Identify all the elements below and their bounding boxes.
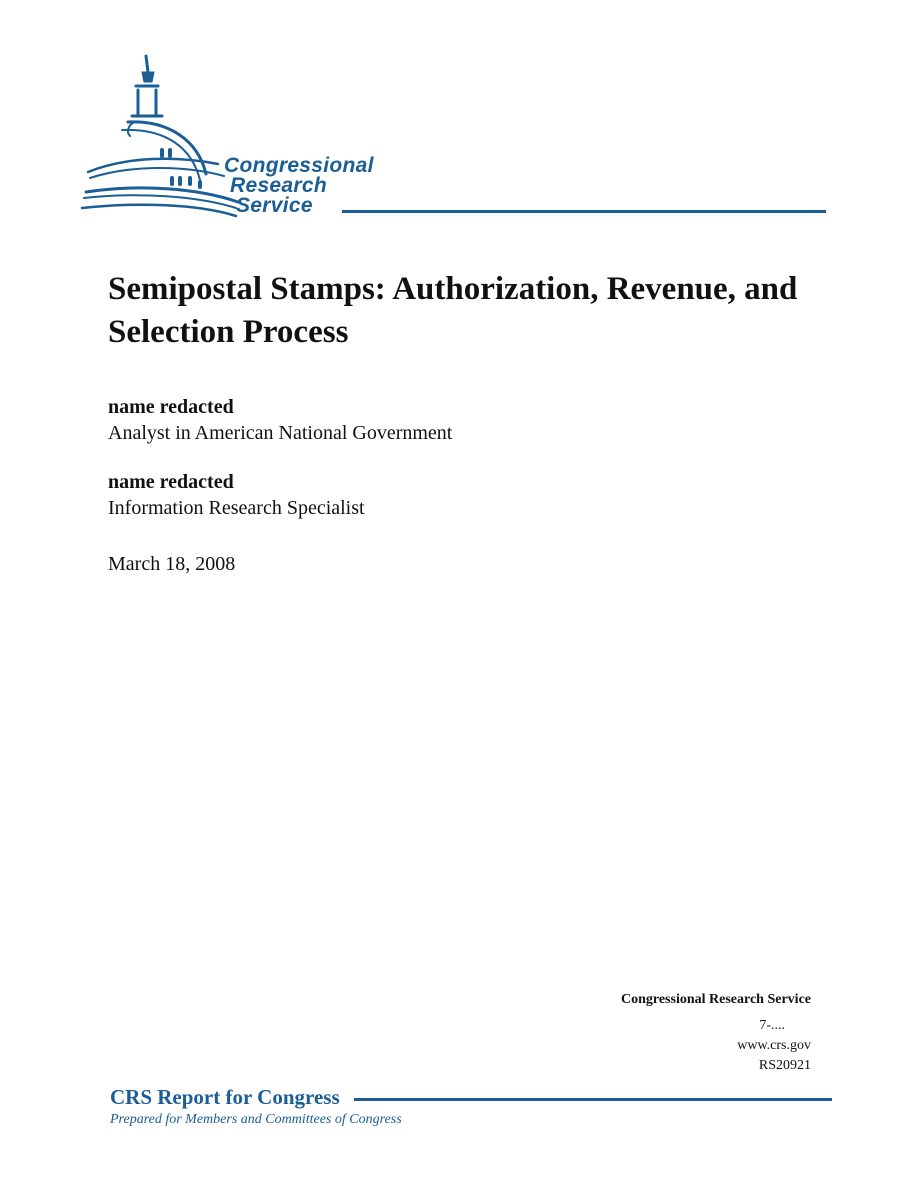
- author-1-name: name redacted: [108, 396, 234, 418]
- logo-line-service: Service: [236, 194, 313, 217]
- author-2-name: name redacted: [108, 471, 234, 493]
- author-1: [108, 394, 452, 446]
- crs-logo: [78, 52, 418, 224]
- logo-line-research: Research: [230, 174, 327, 197]
- logo-line-congressional: Congressional: [224, 154, 374, 177]
- logo-divider: [342, 210, 826, 213]
- footer-org: Congressional Research Service: [620, 992, 811, 1007]
- series-subtitle: Prepared for Members and Committees of Congress: [110, 1112, 402, 1127]
- series-label: CRS Report for Congress: [110, 1085, 340, 1109]
- author-2-role: Information Research Specialist: [108, 497, 365, 519]
- footer-phone: 7-....: [759, 1018, 785, 1033]
- footer-report-number: RS20921: [758, 1058, 811, 1073]
- report-date: March 18, 2008: [108, 553, 236, 575]
- series-divider: [354, 1098, 832, 1101]
- author-2: [108, 469, 365, 521]
- logo-wordmark: [224, 156, 374, 216]
- author-1-role: Analyst in American National Government: [108, 422, 453, 444]
- report-title: Semipostal Stamps: Authorization, Revenue, and Selection Process: [108, 271, 798, 350]
- footer-url[interactable]: www.crs.gov: [737, 1038, 811, 1053]
- footer-contact: [621, 990, 811, 1076]
